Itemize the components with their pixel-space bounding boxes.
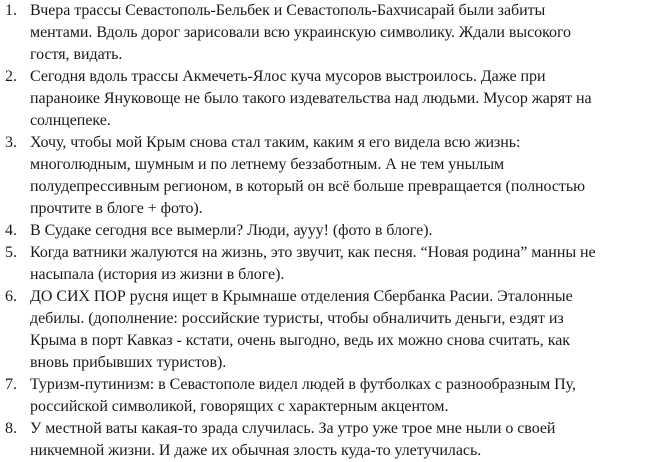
- item-text-line: параноике Януковоще не было такого издевательства над людьми. Мусор жарят на: [30, 90, 592, 107]
- item-text-line: никчемной жизни. И даже их обычная злость куда-то улетучилась.: [30, 442, 482, 459]
- item-text-line: У местной ваты какая-то зрада случилась. За утро уже трое мне ныли о своей: [30, 420, 556, 437]
- item-number: 8.: [5, 420, 17, 437]
- item-number: 1.: [5, 2, 17, 19]
- item-text-line: В Судаке сегодня все вымерли? Люди, аууу! (фото в блоге).: [30, 222, 433, 239]
- item-text-line: российской символикой, говорящих с характерным акцентом.: [30, 398, 449, 415]
- list-item: [0, 66, 660, 132]
- item-text-line: полудепрессивным регионом, в который он всё больше превращается (полностью: [30, 178, 586, 195]
- item-text-line: Хочу, чтобы мой Крым снова стал таким, каким я его видела всю жизнь:: [30, 134, 521, 151]
- list-item: [0, 374, 660, 418]
- item-text-line: прочтите в блоге + фото).: [30, 200, 203, 217]
- item-text-line: многолюдным, шумным и по летнему беззаботным. А не тем унылым: [30, 156, 505, 173]
- item-number: 7.: [5, 376, 17, 393]
- item-text-line: Вчера трассы Севастополь-Бельбек и Севастополь-Бахчисарай были забиты: [30, 2, 546, 19]
- item-text-line: гостя, видать.: [30, 46, 123, 63]
- list-item: [0, 286, 660, 374]
- item-text-line: Сегодня вдоль трассы Акмечеть-Ялос куча мусоров выстроилось. Даже при: [30, 68, 546, 85]
- item-number: 5.: [5, 244, 17, 261]
- item-text-line: солнцепеке.: [30, 112, 111, 129]
- item-text-line: дебилы. (дополнение: российские туристы, чтобы обналичить деньги, ездят из: [30, 310, 564, 327]
- item-text-line: ДО СИХ ПОР русня ищет в Крымнаше отделения Сбербанка Расии. Эталонные: [30, 288, 573, 305]
- list-item: [0, 0, 660, 66]
- item-number: 4.: [5, 222, 17, 239]
- item-number: 6.: [5, 288, 17, 305]
- item-text-line: Крыма в порт Кавказ - кстати, очень выгодно, ведь их можно снова считать, как: [30, 332, 570, 349]
- list-item: [0, 418, 660, 462]
- item-text-line: Туризм-путинизм: в Севастополе видел людей в футболках с разнообразным Пу,: [30, 376, 576, 393]
- item-text-line: насыпала (история из жизни в блоге).: [30, 266, 285, 283]
- item-number: 2.: [5, 68, 17, 85]
- item-text-line: ментами. Вдоль дорог зарисовали всю украинскую символику. Ждали высокого: [30, 24, 572, 41]
- list-item: [0, 132, 660, 220]
- item-number: 3.: [5, 134, 17, 151]
- item-text-line: вновь прибывших туристов).: [30, 354, 227, 371]
- list-item: [0, 220, 660, 242]
- list-item: [0, 242, 660, 286]
- item-text-line: Когда ватники жалуются на жизнь, это звучит, как песня. “Новая родина” манны не: [30, 244, 596, 261]
